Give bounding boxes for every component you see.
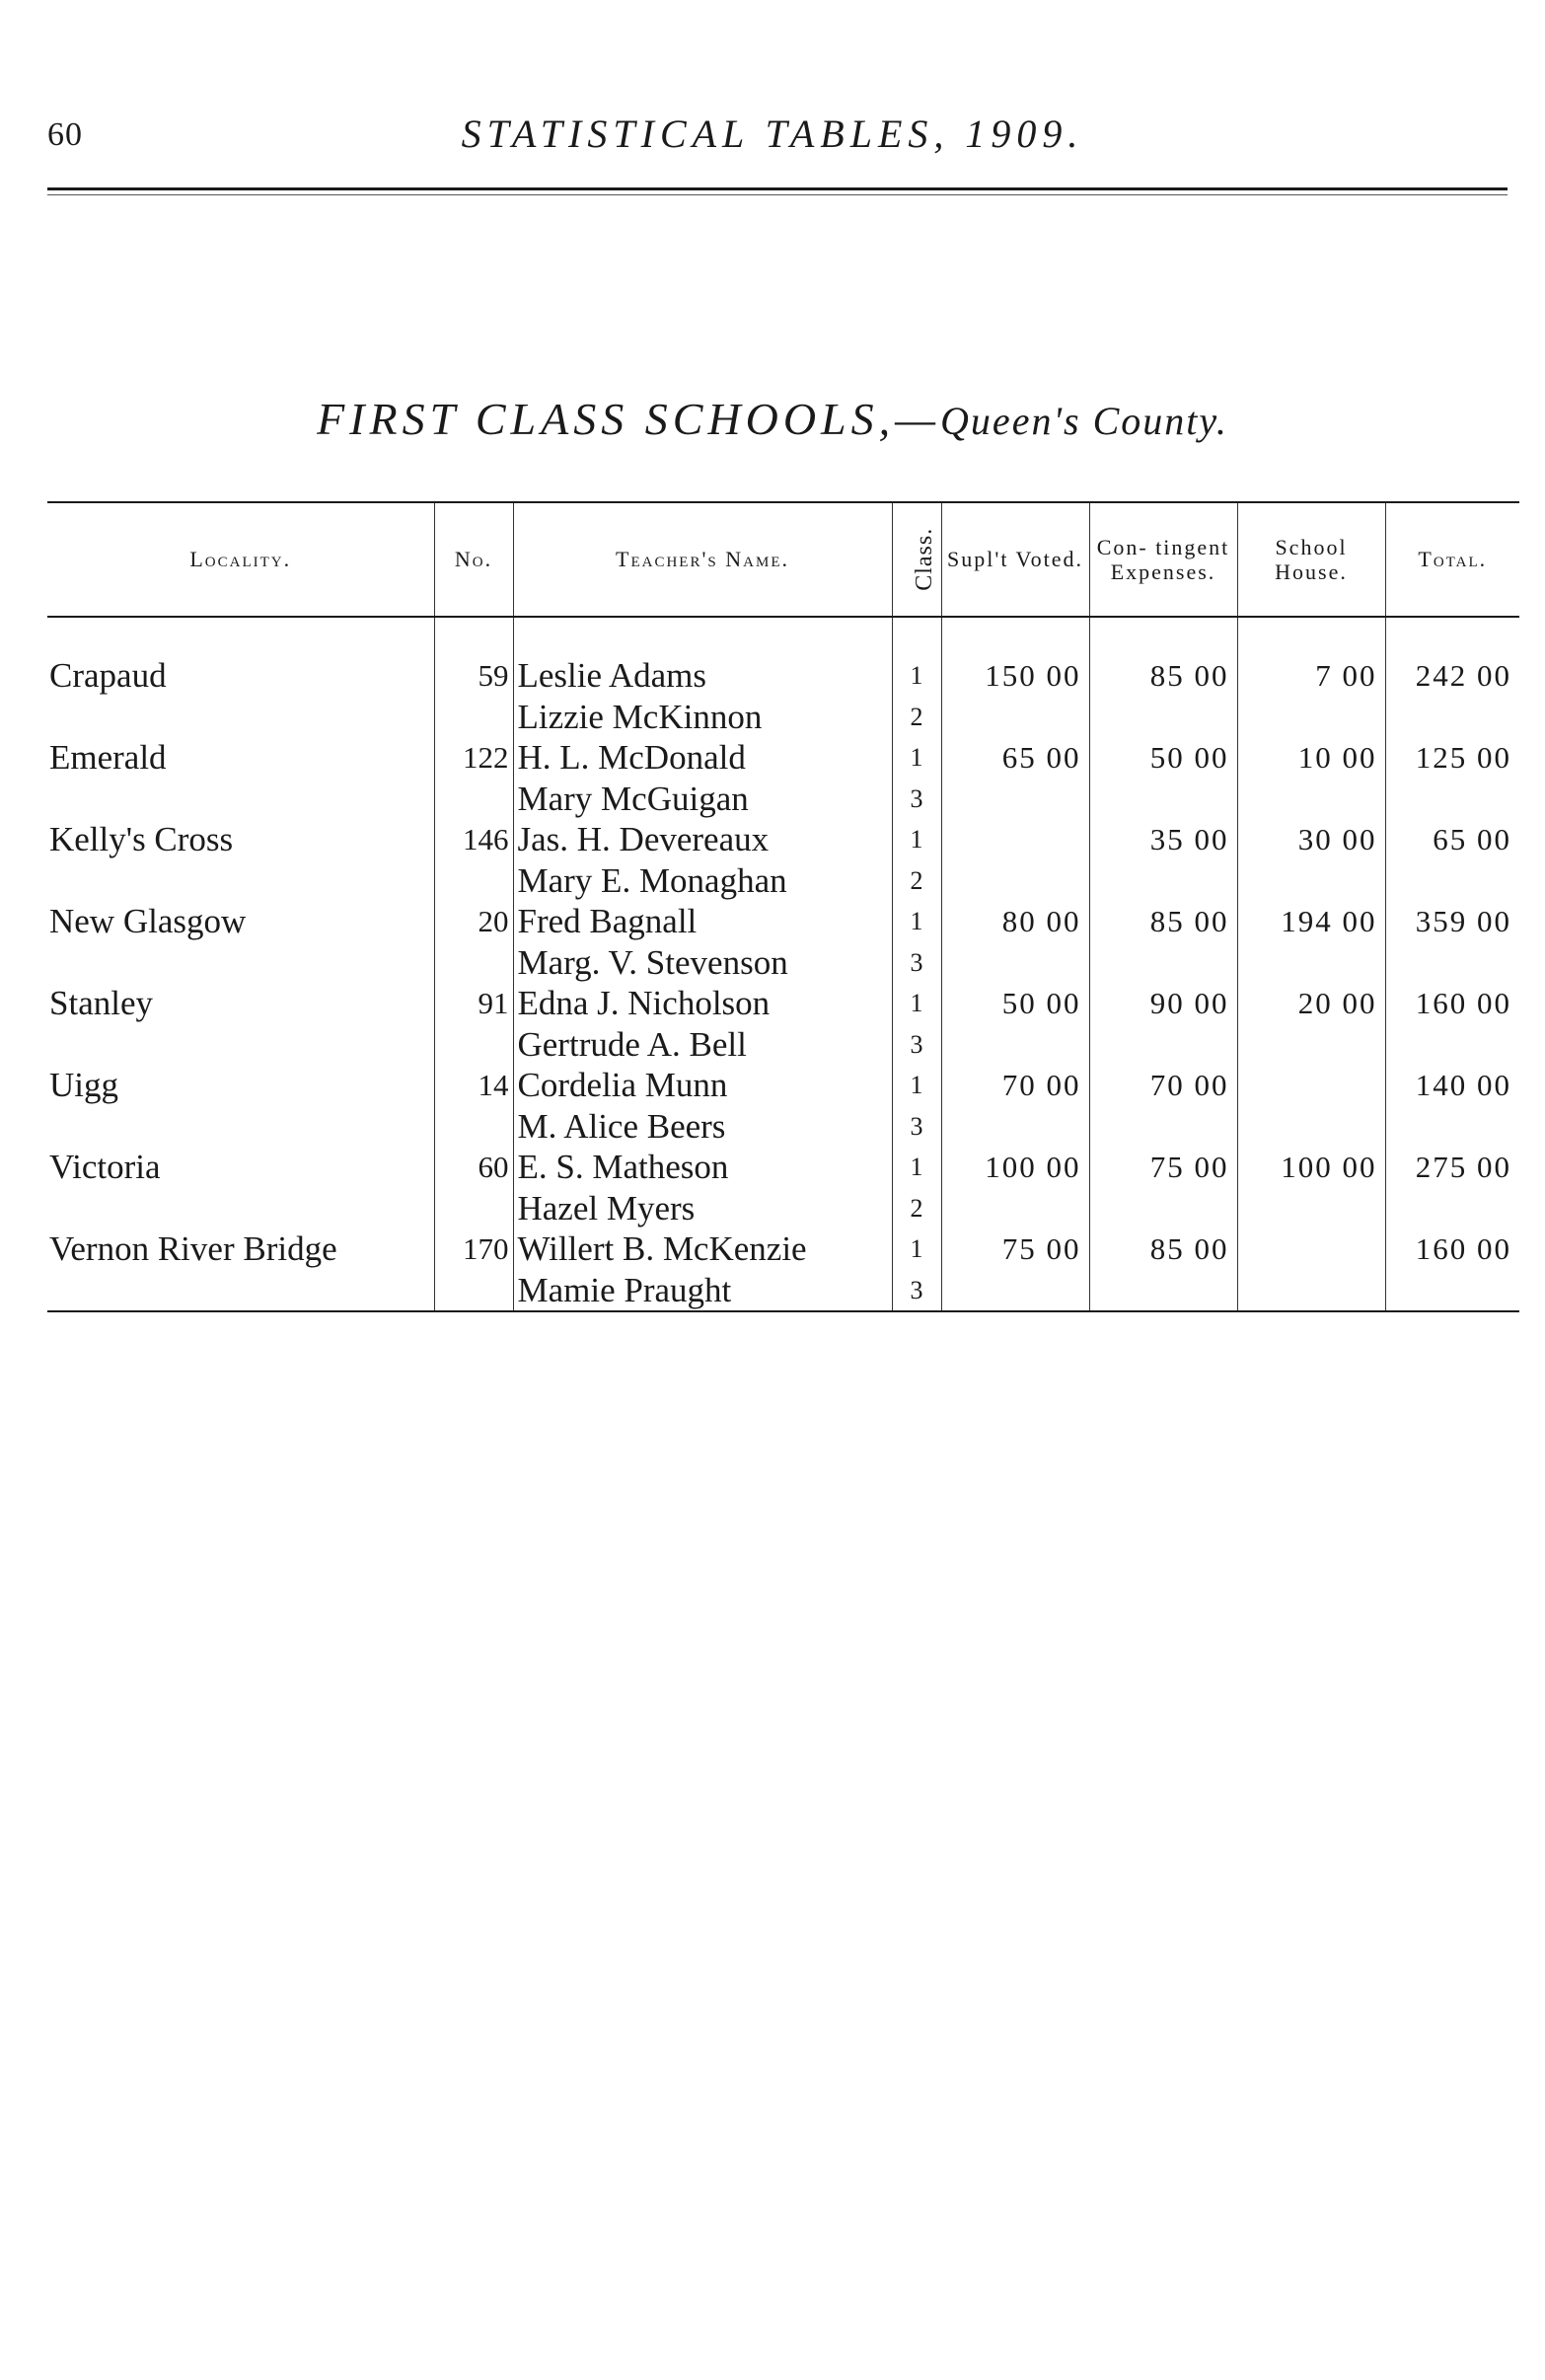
- cell-school-house: 10 00: [1237, 737, 1385, 779]
- cell-no: 91: [434, 983, 513, 1024]
- cell-suppl-voted: 100 00: [941, 1147, 1089, 1188]
- cell-class: 1: [892, 819, 941, 860]
- cell-teacher: Willert B. McKenzie: [513, 1228, 892, 1270]
- cell-class: 3: [892, 779, 941, 820]
- cell-suppl-voted: [941, 1106, 1089, 1148]
- cell-school-house: 194 00: [1237, 901, 1385, 942]
- table-header-row: [47, 503, 1519, 617]
- cell-school-house: 30 00: [1237, 819, 1385, 860]
- table-row: [47, 942, 1519, 984]
- table-row: [47, 1188, 1519, 1229]
- header-class: [892, 503, 941, 617]
- cell-teacher: Hazel Myers: [513, 1188, 892, 1229]
- header-contingent: Con- tingent Expenses.: [1089, 503, 1237, 617]
- cell-suppl-voted: 150 00: [941, 655, 1089, 697]
- table-row: [47, 697, 1519, 738]
- cell-locality: Emerald: [49, 738, 167, 778]
- table-row: [47, 1065, 1519, 1106]
- page-number: 60: [47, 116, 83, 153]
- header-school-house: School House.: [1237, 503, 1385, 617]
- cell-suppl-voted: [941, 1024, 1089, 1066]
- cell-locality: [47, 1024, 434, 1066]
- table-row: [47, 1147, 1519, 1188]
- cell-teacher: Mary E. Monaghan: [513, 860, 892, 902]
- cell-total: 65 00: [1385, 819, 1519, 860]
- header-no: No.: [434, 503, 513, 617]
- cell-teacher: Mary McGuigan: [513, 779, 892, 820]
- cell-no: 122: [434, 737, 513, 779]
- cell-suppl-voted: [941, 1188, 1089, 1229]
- cell-locality: Victoria: [49, 1148, 161, 1187]
- cell-teacher: Jas. H. Devereaux: [513, 819, 892, 860]
- cell-total: 125 00: [1385, 737, 1519, 779]
- cell-no: [434, 1106, 513, 1148]
- table-row: [47, 1270, 1519, 1312]
- cell-class: 1: [892, 1065, 941, 1106]
- cell-class: 1: [892, 901, 941, 942]
- cell-no: [434, 1188, 513, 1229]
- cell-locality: [47, 942, 434, 984]
- cell-teacher: Lizzie McKinnon: [513, 697, 892, 738]
- cell-teacher: Cordelia Munn: [513, 1065, 892, 1106]
- cell-contingent: [1089, 1188, 1237, 1229]
- cell-total: 160 00: [1385, 983, 1519, 1024]
- cell-no: [434, 1024, 513, 1066]
- cell-contingent: [1089, 1024, 1237, 1066]
- cell-total: [1385, 1024, 1519, 1066]
- cell-suppl-voted: [941, 779, 1089, 820]
- cell-locality: [47, 860, 434, 902]
- cell-total: [1385, 1188, 1519, 1229]
- header-suppl-voted: Supl't Voted.: [941, 503, 1089, 617]
- cell-suppl-voted: [941, 942, 1089, 984]
- cell-class: 1: [892, 1228, 941, 1270]
- cell-contingent: [1089, 860, 1237, 902]
- cell-class: 3: [892, 1024, 941, 1066]
- header-total: Total.: [1385, 503, 1519, 617]
- cell-class: 3: [892, 942, 941, 984]
- cell-no: [434, 860, 513, 902]
- cell-no: [434, 779, 513, 820]
- cell-locality: [47, 697, 434, 738]
- cell-school-house: 20 00: [1237, 983, 1385, 1024]
- header-teacher: Teacher's Name.: [513, 503, 892, 617]
- cell-teacher: H. L. McDonald: [513, 737, 892, 779]
- cell-total: [1385, 1106, 1519, 1148]
- cell-school-house: [1237, 1065, 1385, 1106]
- cell-class: 2: [892, 860, 941, 902]
- cell-class: 3: [892, 1270, 941, 1312]
- cell-no: 14: [434, 1065, 513, 1106]
- cell-total: [1385, 860, 1519, 902]
- cell-no: 60: [434, 1147, 513, 1188]
- table-row: [47, 819, 1519, 860]
- cell-locality: [47, 779, 434, 820]
- cell-school-house: [1237, 1106, 1385, 1148]
- cell-contingent: 75 00: [1089, 1147, 1237, 1188]
- header-rule: [47, 187, 1508, 190]
- cell-total: 275 00: [1385, 1147, 1519, 1188]
- cell-teacher: Marg. V. Stevenson: [513, 942, 892, 984]
- cell-total: 242 00: [1385, 655, 1519, 697]
- cell-locality: Kelly's Cross: [49, 820, 234, 859]
- cell-no: [434, 1270, 513, 1312]
- cell-contingent: [1089, 1270, 1237, 1312]
- cell-contingent: 85 00: [1089, 1228, 1237, 1270]
- table-row: [47, 860, 1519, 902]
- cell-contingent: 35 00: [1089, 819, 1237, 860]
- cell-contingent: 90 00: [1089, 983, 1237, 1024]
- header-rule-thin: [47, 194, 1508, 195]
- title-dash: —: [895, 394, 941, 444]
- table-row: [47, 983, 1519, 1024]
- cell-no: [434, 942, 513, 984]
- cell-school-house: 100 00: [1237, 1147, 1385, 1188]
- cell-locality: New Glasgow: [49, 902, 247, 941]
- cell-contingent: 70 00: [1089, 1065, 1237, 1106]
- table-row: [47, 1228, 1519, 1270]
- cell-class: 1: [892, 1147, 941, 1188]
- cell-class: 1: [892, 737, 941, 779]
- cell-no: 20: [434, 901, 513, 942]
- cell-total: 359 00: [1385, 901, 1519, 942]
- header-locality: Locality.: [47, 503, 434, 617]
- cell-school-house: [1237, 860, 1385, 902]
- cell-school-house: [1237, 1188, 1385, 1229]
- cell-contingent: 85 00: [1089, 655, 1237, 697]
- cell-contingent: [1089, 942, 1237, 984]
- table-row: [47, 779, 1519, 820]
- cell-no: [434, 697, 513, 738]
- cell-school-house: [1237, 1228, 1385, 1270]
- cell-contingent: 85 00: [1089, 901, 1237, 942]
- cell-suppl-voted: 65 00: [941, 737, 1089, 779]
- cell-suppl-voted: [941, 819, 1089, 860]
- cell-suppl-voted: [941, 697, 1089, 738]
- cell-suppl-voted: 80 00: [941, 901, 1089, 942]
- cell-locality: [47, 1106, 434, 1148]
- section-title-main: FIRST CLASS SCHOOLS,: [317, 394, 896, 444]
- cell-total: [1385, 779, 1519, 820]
- running-head: STATISTICAL TABLES, 1909.: [461, 112, 1084, 156]
- cell-locality: Stanley: [49, 984, 153, 1023]
- cell-total: [1385, 942, 1519, 984]
- table-row: [47, 1106, 1519, 1148]
- cell-total: 160 00: [1385, 1228, 1519, 1270]
- cell-no: 146: [434, 819, 513, 860]
- cell-locality: Uigg: [49, 1066, 118, 1105]
- header-class-label: Class.: [911, 527, 937, 592]
- cell-suppl-voted: [941, 1270, 1089, 1312]
- table-row: [47, 1024, 1519, 1066]
- cell-school-house: [1237, 942, 1385, 984]
- cell-total: 140 00: [1385, 1065, 1519, 1106]
- section-subtitle: Queen's County.: [940, 399, 1228, 443]
- cell-suppl-voted: 75 00: [941, 1228, 1089, 1270]
- cell-school-house: [1237, 1024, 1385, 1066]
- cell-total: [1385, 697, 1519, 738]
- section-title: [0, 393, 1545, 445]
- cell-class: 1: [892, 655, 941, 697]
- cell-teacher: Leslie Adams: [513, 655, 892, 697]
- table-row: [47, 655, 1519, 697]
- cell-teacher: Gertrude A. Bell: [513, 1024, 892, 1066]
- cell-locality: [47, 1188, 434, 1229]
- spacer-row: [47, 617, 1519, 655]
- cell-class: 2: [892, 1188, 941, 1229]
- cell-class: 1: [892, 983, 941, 1024]
- cell-school-house: [1237, 779, 1385, 820]
- cell-no: 170: [434, 1228, 513, 1270]
- cell-contingent: [1089, 697, 1237, 738]
- cell-class: 2: [892, 697, 941, 738]
- cell-contingent: 50 00: [1089, 737, 1237, 779]
- cell-suppl-voted: 50 00: [941, 983, 1089, 1024]
- cell-suppl-voted: 70 00: [941, 1065, 1089, 1106]
- cell-school-house: [1237, 1270, 1385, 1312]
- table-row: [47, 901, 1519, 942]
- cell-teacher: Fred Bagnall: [513, 901, 892, 942]
- cell-total: [1385, 1270, 1519, 1312]
- cell-contingent: [1089, 1106, 1237, 1148]
- cell-teacher: M. Alice Beers: [513, 1106, 892, 1148]
- schools-table: [47, 501, 1519, 1312]
- cell-teacher: Edna J. Nicholson: [513, 983, 892, 1024]
- cell-locality: Vernon River Bridge: [49, 1229, 337, 1269]
- cell-teacher: E. S. Matheson: [513, 1147, 892, 1188]
- cell-locality: [47, 1270, 434, 1312]
- cell-school-house: 7 00: [1237, 655, 1385, 697]
- cell-contingent: [1089, 779, 1237, 820]
- cell-suppl-voted: [941, 860, 1089, 902]
- cell-class: 3: [892, 1106, 941, 1148]
- cell-locality: Crapaud: [49, 656, 167, 696]
- cell-school-house: [1237, 697, 1385, 738]
- cell-no: 59: [434, 655, 513, 697]
- table-row: [47, 737, 1519, 779]
- cell-teacher: Mamie Praught: [513, 1270, 892, 1312]
